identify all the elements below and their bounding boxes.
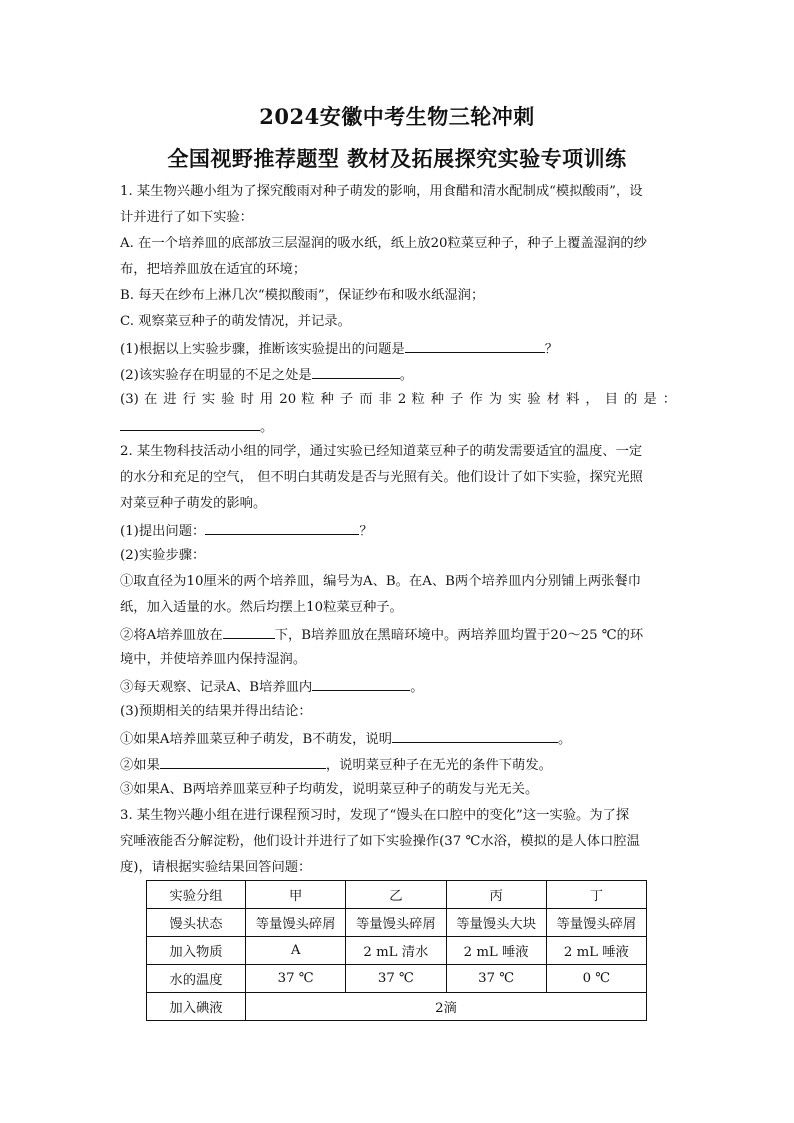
q2-step2-text: ②将A培养皿放在 [120,628,223,643]
q2-step1-line1: ①取直径为10厘米的两个培养皿，编号为A、B。在A、B两个培养皿内分别铺上两张餐巾 [120,574,642,589]
q2-step1-line2: 纸，加入适量的水。然后均摆上10粒菜豆种子。 [120,600,403,615]
q2-sub1-text: (1)提出问题： [120,524,206,539]
q2-sub1 [120,520,680,542]
answer-blank[interactable] [312,676,410,691]
q1-sub3: (3) 在 进 行 实 验 时 用 20 粒 种 子 而 非 2 粒 种 子 作 为 实 验 材 料 ， 目 的 是 ： [120,392,676,407]
table-cell: 水的温度 [147,965,246,993]
table-header-cell: 乙 [346,881,446,909]
q2-result2-end: ，说明菜豆种子在无光的条件下萌发。 [325,758,552,773]
table-cell: 等量馒头碎屑 [246,909,346,937]
table-cell: 等量馒头碎屑 [546,909,646,937]
q2-intro-line2: 的水分和充足的空气， 但不明白其萌发是否与光照有关。他们设计了如下实验，探究光照 [120,470,643,485]
table-cell: 等量馒头碎屑 [346,909,446,937]
q3-intro-line3: 度)，请根据实验结果回答问题： [120,860,312,875]
q1-sub3-end: 。 [260,420,274,435]
table-row [147,993,647,1021]
table-cell: 37 ℃ [246,965,346,993]
table-cell: 馒头状态 [147,909,246,937]
q1-sub1-end: ？ [544,342,559,357]
q2-result3: ③如果A、B两培养皿菜豆种子均萌发，说明菜豆种子的萌发与光无关。 [120,782,539,797]
q2-sub3: (3)预期相关的结果并得出结论： [120,704,312,719]
q1-sub1-text: (1)根据以上实验步骤，推断该实验提出的问题是 [120,342,405,357]
table-cell: 2滴 [246,993,647,1021]
table-row [147,965,647,993]
table-cell: A [246,937,346,965]
q2-step2-rest: 下，B培养皿放在黑暗环境中。两培养皿均置于20～25 ℃的环 [274,628,644,643]
q2-step2-line1 [120,624,680,646]
q1-step-c: C. 观察菜豆种子的萌发情况，并记录。 [120,314,351,329]
q1-sub3-answer [120,416,680,438]
q1-sub1 [120,338,680,360]
table-cell: 37 ℃ [446,965,546,993]
q2-result1 [120,728,680,750]
experiment-table [146,880,647,1021]
q2-result2-text: ②如果 [120,758,160,773]
table-header-cell: 实验分组 [147,881,246,909]
q1-intro-line2: 计并进行了如下实验： [120,210,253,225]
q2-sub1-end: ？ [359,524,373,539]
table-row [147,909,647,937]
q1-step-a-line2: 布，把培养皿放在适宜的环境； [120,262,307,277]
q3-intro-line2: 究唾液能否分解淀粉，他们设计并进行了如下实验操作(37 ℃水浴，模拟的是人体口腔温 [120,834,640,849]
q2-sub2: (2)实验步骤： [120,548,206,563]
answer-blank[interactable] [223,624,275,639]
q2-intro-line3: 对菜豆种子萌发的影响。 [120,496,267,511]
q1-step-b: B. 每天在纱布上淋几次“模拟酸雨”，保证纱布和吸水纸湿润； [120,288,485,303]
table-cell: 2 mL 唾液 [546,937,646,965]
q2-step3-end: 。 [410,680,424,695]
q2-step3-text: ③每天观察、记录A、B培养皿内 [120,680,313,695]
table-cell: 2 mL 唾液 [446,937,546,965]
document-title: 2024安徽中考生物三轮冲刺 [259,104,535,129]
document-subtitle: 全国视野推荐题型 教材及拓展探究实验专项训练 [167,146,627,171]
q1-sub2-text: (2)该实验存在明显的不足之处是 [120,368,312,383]
table-cell: 37 ℃ [346,965,446,993]
table-cell: 加入碘液 [147,993,246,1021]
table-header-cell: 丁 [546,881,646,909]
answer-blank[interactable] [312,364,400,379]
q1-intro-line1: 1. 某生物兴趣小组为了探究酸雨对种子萌发的影响，用食醋和清水配制成“模拟酸雨”，设 [120,184,643,199]
answer-blank[interactable] [392,728,558,743]
table-row [147,937,647,965]
table-header-cell: 丙 [446,881,546,909]
q2-step2-line2: 境中，并使培养皿内保持湿润。 [120,652,307,667]
answer-blank[interactable] [405,338,545,353]
table-header-cell: 甲 [246,881,346,909]
q1-step-a-line1: A. 在一个培养皿的底部放三层湿润的吸水纸，纸上放20粒菜豆种子，种子上覆盖湿润的纱 [120,236,647,251]
table-cell: 2 mL 清水 [346,937,446,965]
q2-result1-text: ①如果A培养皿菜豆种子萌发，B不萌发，说明 [120,732,393,747]
answer-blank[interactable] [120,416,260,431]
q2-result2 [120,754,680,776]
q2-intro-line1: 2. 某生物科技活动小组的同学，通过实验已经知道菜豆种子的萌发需要适宜的温度、一定 [120,444,643,459]
q3-intro-line1: 3. 某生物兴趣小组在进行课程预习时，发现了“馒头在口腔中的变化”这一实验。为了探 [120,808,630,823]
table-cell: 等量馒头大块 [446,909,546,937]
q1-sub2-end: 。 [399,368,413,383]
table-cell: 0 ℃ [546,965,646,993]
q1-sub2 [120,364,680,386]
table-header-row [147,881,647,909]
table-cell: 加入物质 [147,937,246,965]
answer-blank[interactable] [205,520,359,535]
answer-blank[interactable] [160,754,326,769]
q2-step3 [120,676,680,698]
q2-result1-end: 。 [558,732,572,747]
